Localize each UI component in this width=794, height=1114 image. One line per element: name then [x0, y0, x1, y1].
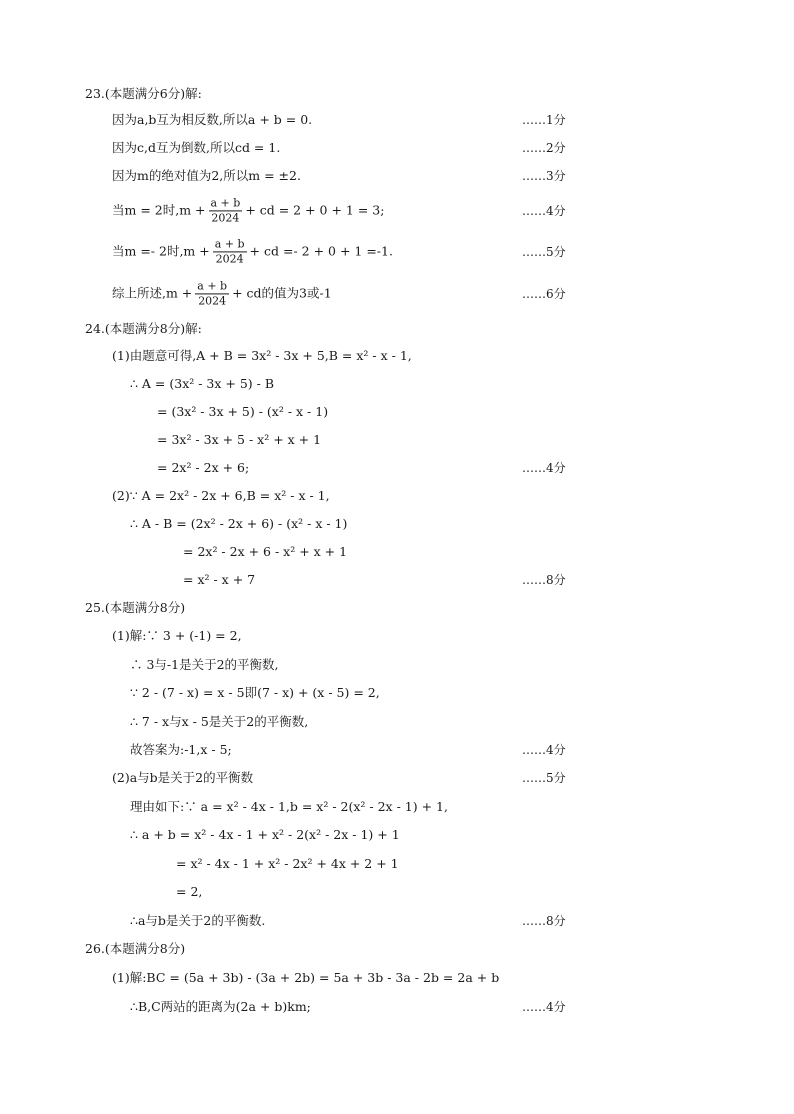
- q25-step-10: = 2,: [176, 883, 203, 899]
- q24-header-line: [0, 318, 794, 340]
- q24-step-4: = 3x² - 3x + 5 - x² + x + 1: [157, 431, 322, 447]
- q23-step-6-post: + cd的值为3或-1: [232, 285, 332, 301]
- q25-line-7: [0, 796, 794, 818]
- q23-step-6-pre: 综上所述,m +: [112, 285, 193, 301]
- q23-header-line: [0, 83, 794, 105]
- q25-header: 25.(本题满分8分): [85, 599, 186, 615]
- q24-step-9: = x² - x + 7: [183, 571, 256, 587]
- q23-step-2: 因为c,d互为倒数,所以cd = 1.: [112, 139, 281, 155]
- q23-step-5-fraction: [213, 238, 247, 265]
- q25-step-1: (1)解:∵ 3 + (-1) = 2,: [112, 627, 242, 643]
- q25-step-7: 理由如下:∵ a = x² - 4x - 1,b = x² - 2(x² - 2x - 1) + 1,: [130, 798, 448, 814]
- q24-line-8: [0, 541, 794, 563]
- q23-line-3: [0, 165, 794, 187]
- q23-step-4-fraction: [209, 197, 243, 224]
- q23-step-5: [112, 238, 393, 265]
- q23-score-5: ……5分: [522, 245, 566, 259]
- q25-step-9: = x² - 4x - 1 + x² - 2x² + 4x + 2 + 1: [176, 855, 399, 871]
- q24-line-9: [0, 569, 794, 591]
- q26-score-1: ……4分: [522, 1000, 566, 1014]
- q24-step-5: = 2x² - 2x + 6;: [157, 459, 250, 475]
- q25-step-2: ∴ 3与-1是关于2的平衡数,: [130, 656, 279, 672]
- q25-score-2: ……5分: [522, 771, 566, 785]
- q25-step-6: (2)a与b是关于2的平衡数: [112, 769, 254, 785]
- q25-step-8: ∴ a + b = x² - 4x - 1 + x² - 2(x² - 2x - 1) + 1: [130, 826, 400, 842]
- q23-step-6: [112, 280, 332, 307]
- q24-line-4: [0, 429, 794, 451]
- fraction-denominator: 2024: [211, 211, 240, 225]
- q26-line-1: [0, 967, 794, 989]
- q23-header: 23.(本题满分6分)解:: [85, 85, 202, 101]
- q26-line-2: [0, 996, 794, 1018]
- q24-step-6: (2)∵ A = 2x² - 2x + 6,B = x² - x - 1,: [112, 487, 330, 503]
- q25-step-3: ∵ 2 - (7 - x) = x - 5即(7 - x) + (x - 5) = 2,: [130, 684, 380, 700]
- q24-step-8: = 2x² - 2x + 6 - x² + x + 1: [183, 543, 348, 559]
- q23-score-6: ……6分: [522, 287, 566, 301]
- q23-step-4: [112, 197, 384, 224]
- q25-line-4: [0, 711, 794, 733]
- q25-score-3: ……8分: [522, 914, 566, 928]
- q23-step-3: 因为m的绝对值为2,所以m = ±2.: [112, 167, 301, 183]
- q25-step-5: 故答案为:-1,x - 5;: [130, 741, 232, 757]
- q25-line-10: [0, 881, 794, 903]
- q24-step-7: ∴ A - B = (2x² - 2x + 6) - (x² - x - 1): [130, 515, 348, 531]
- q25-line-11: [0, 910, 794, 932]
- q24-header: 24.(本题满分8分)解:: [85, 320, 202, 336]
- q24-line-6: [0, 485, 794, 507]
- q23-line-1: [0, 109, 794, 131]
- fraction-numerator: a + b: [195, 280, 229, 294]
- q23-score-3: ……3分: [522, 169, 566, 183]
- q26-header-line: [0, 938, 794, 960]
- q24-line-3: [0, 401, 794, 423]
- q25-line-8: [0, 824, 794, 846]
- q24-line-2: [0, 373, 794, 395]
- q23-line-6: [0, 279, 794, 308]
- q23-step-5-post: + cd =- 2 + 0 + 1 =-1.: [249, 243, 393, 259]
- q23-step-6-fraction: [195, 280, 229, 307]
- q24-step-3: = (3x² - 3x + 5) - (x² - x - 1): [157, 403, 329, 419]
- q23-step-5-pre: 当m =- 2时,m +: [112, 243, 210, 259]
- q23-score-1: ……1分: [522, 113, 566, 127]
- q25-step-4: ∴ 7 - x与x - 5是关于2的平衡数,: [130, 713, 309, 729]
- q26-step-2: ∴B,C两站的距离为(2a + b)km;: [130, 998, 311, 1014]
- q25-step-11: ∴a与b是关于2的平衡数.: [130, 912, 266, 928]
- q24-line-1: [0, 345, 794, 367]
- q23-line-5: [0, 237, 794, 266]
- q23-line-4: [0, 196, 794, 225]
- q25-line-3: [0, 682, 794, 704]
- q26-header: 26.(本题满分8分): [85, 940, 186, 956]
- q23-step-1: 因为a,b互为相反数,所以a + b = 0.: [112, 111, 313, 127]
- q23-score-2: ……2分: [522, 141, 566, 155]
- q23-step-4-post: + cd = 2 + 0 + 1 = 3;: [245, 202, 385, 218]
- q25-line-1: [0, 625, 794, 647]
- fraction-denominator: 2024: [215, 252, 244, 266]
- q24-step-1: (1)由题意可得,A + B = 3x² - 3x + 5,B = x² - x - 1,: [112, 347, 412, 363]
- q24-line-7: [0, 513, 794, 535]
- q25-line-9: [0, 853, 794, 875]
- q25-header-line: [0, 597, 794, 619]
- q26-step-1: (1)解:BC = (5a + 3b) - (3a + 2b) = 5a + 3b - 3a - 2b = 2a + b: [112, 969, 500, 985]
- q24-score-2: ……8分: [522, 573, 566, 587]
- q24-line-5: [0, 457, 794, 479]
- fraction-numerator: a + b: [209, 197, 243, 211]
- q25-line-5: [0, 739, 794, 761]
- q25-line-2: [0, 654, 794, 676]
- fraction-numerator: a + b: [213, 238, 247, 252]
- q23-score-4: ……4分: [522, 204, 566, 218]
- q24-score-1: ……4分: [522, 461, 566, 475]
- q25-line-6: [0, 767, 794, 789]
- q23-step-4-pre: 当m = 2时,m +: [112, 202, 206, 218]
- q23-line-2: [0, 137, 794, 159]
- q25-score-1: ……4分: [522, 743, 566, 757]
- q24-step-2: ∴ A = (3x² - 3x + 5) - B: [130, 375, 275, 391]
- fraction-denominator: 2024: [198, 294, 227, 308]
